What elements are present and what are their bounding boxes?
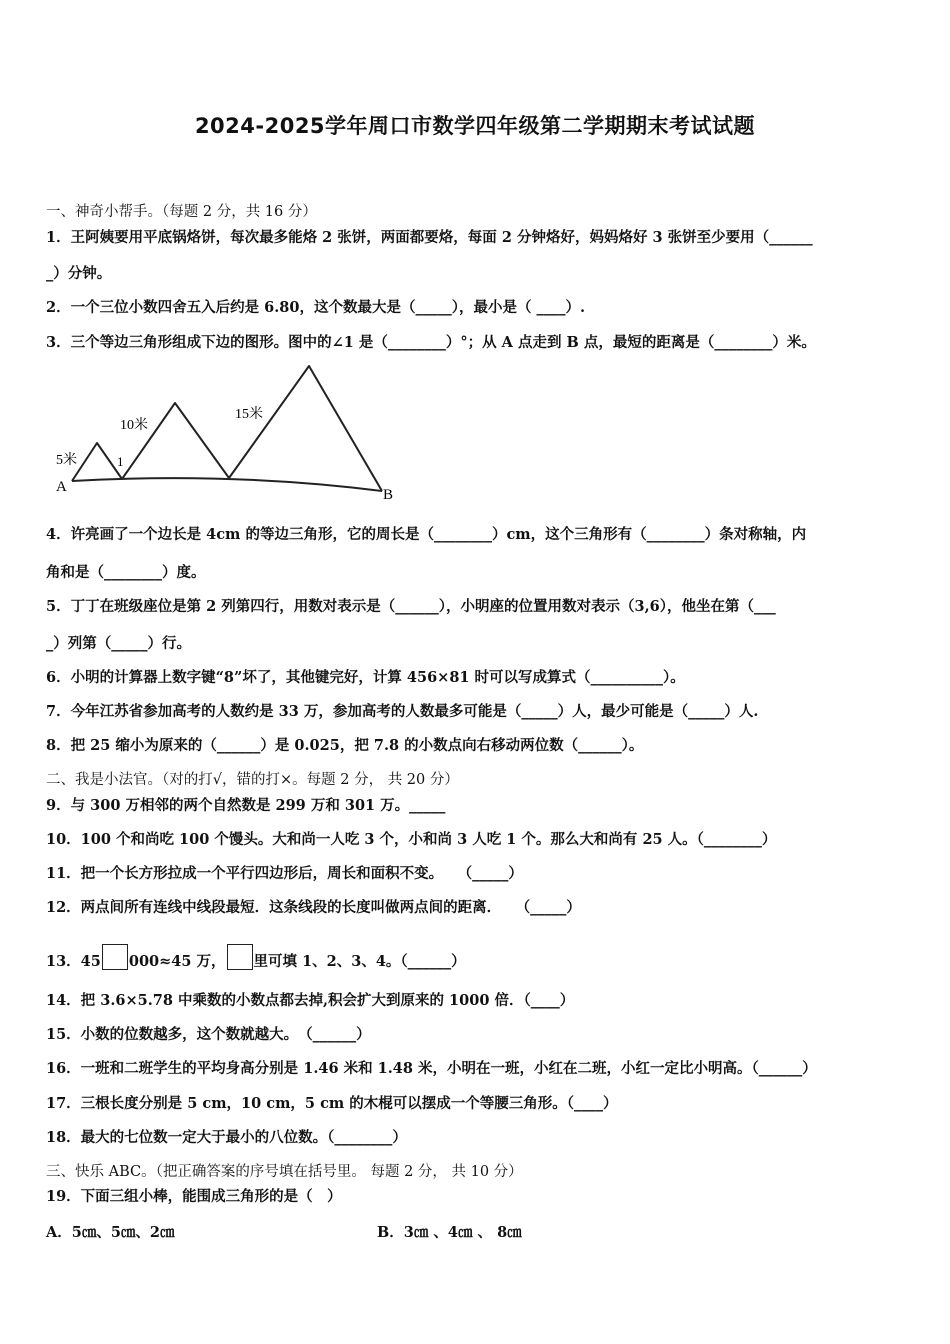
triangle-medium bbox=[122, 403, 229, 479]
question-9: 9．与 300 万相邻的两个自然数是 299 万和 301 万。_____ bbox=[46, 797, 446, 814]
label-15m: 15米 bbox=[235, 407, 263, 422]
question-4-cont: 角和是（________）度。 bbox=[46, 564, 206, 581]
question-5-cont: _）列第（_____）行。 bbox=[46, 635, 191, 652]
question-14: 14．把 3.6×5.78 中乘数的小数点都去掉,积会扩大到原来的 1000 倍．（____） bbox=[46, 992, 575, 1009]
question-18: 18．最大的七位数一定大于最小的八位数。（________） bbox=[46, 1129, 407, 1146]
question-1: 1．王阿姨要用平底锅烙饼，每次最多能烙 2 张饼，两面都要烙，每面 2 分钟烙好，妈妈烙好 3 张饼至少要用（______ bbox=[46, 229, 813, 246]
blank-box bbox=[102, 944, 128, 970]
label-point-a: A bbox=[56, 479, 67, 495]
question-7: 7．今年江苏省参加高考的人数约是 33 万，参加高考的人数最多可能是（_____）人，最少可能是（_____）人. bbox=[46, 703, 759, 720]
choice-b: B．3㎝ 、4㎝ 、 8㎝ bbox=[377, 1224, 522, 1241]
label-angle-1: 1 bbox=[117, 454, 124, 469]
label-10m: 10米 bbox=[120, 418, 148, 433]
base-line bbox=[72, 478, 382, 491]
question-13-prefix: 13．45 bbox=[46, 953, 101, 970]
question-1-cont: _）分钟。 bbox=[46, 265, 112, 282]
question-6: 6．小明的计算器上数字键“8”坏了，其他键完好，计算 456×81 时可以写成算式（__________）。 bbox=[46, 669, 685, 686]
section-2-heading: 二、我是小法官。（对的打√，错的打×。每题 2 分， 共 20 分） bbox=[46, 772, 459, 788]
question-8: 8．把 25 缩小为原来的（______）是 0.025，把 7.8 的小数点向右移动两位数（______）。 bbox=[46, 737, 644, 754]
section-1-heading: 一、神奇小帮手。（每题 2 分，共 16 分） bbox=[46, 204, 317, 220]
question-16: 16．一班和二班学生的平均身高分别是 1.46 米和 1.48 米，小明在一班，小红在二班，小红一定比小明高。（______） bbox=[46, 1060, 817, 1077]
question-11: 11．把一个长方形拉成一个平行四边形后，周长和面积不变。 （_____） bbox=[46, 865, 523, 882]
choice-a: A．5㎝、5㎝、2㎝ bbox=[46, 1224, 175, 1241]
question-10: 10．100 个和尚吃 100 个馒头。大和尚一人吃 3 个，小和尚 3 人吃 1 个。那么大和尚有 25 人。（________） bbox=[46, 831, 777, 848]
question-15: 15．小数的位数越多，这个数就越大。 （______） bbox=[46, 1026, 371, 1043]
question-17: 17．三根长度分别是 5 cm，10 cm，5 cm 的木棍可以摆成一个等腰三角形。（____） bbox=[46, 1095, 618, 1112]
question-13-suffix: 里可填 1、2、3、4。（______） bbox=[253, 953, 466, 970]
question-19: 19．下面三组小棒，能围成三角形的是（ ） bbox=[46, 1188, 342, 1205]
label-5m: 5米 bbox=[56, 453, 77, 468]
question-3: 3．三个等边三角形组成下边的图形。图中的∠1 是（________）°；从 A 点走到 B 点，最短的距离是（________）米。 bbox=[46, 334, 816, 351]
section-3-heading: 三、快乐 ABC。（把正确答案的序号填在括号里。 每题 2 分， 共 10 分） bbox=[46, 1164, 523, 1180]
label-point-b: B bbox=[383, 487, 394, 503]
question-5: 5．丁丁在班级座位是第 2 列第四行，用数对表示是（______），小明座的位置用数对表示（3,6），他坐在第（___ bbox=[46, 598, 776, 615]
triangle-large bbox=[229, 366, 382, 491]
question-12: 12．两点间所有连线中线段最短．这条线段的长度叫做两点间的距离． （_____） bbox=[46, 899, 581, 916]
triangle-figure bbox=[52, 360, 392, 505]
page-title: 2024-2025学年周口市数学四年级第二学期期末考试试题 bbox=[194, 114, 756, 138]
blank-box bbox=[227, 944, 253, 970]
triangle-small bbox=[72, 443, 122, 481]
question-13 bbox=[46, 944, 916, 972]
question-13-middle: 000≈45 万， bbox=[128, 953, 226, 970]
question-4: 4．许亮画了一个边长是 4cm 的等边三角形，它的周长是（________）cm，这个三角形有（________）条对称轴，内 bbox=[46, 526, 807, 543]
question-2: 2．一个三位小数四舍五入后约是 6.80，这个数最大是（_____），最小是（ ____）. bbox=[46, 299, 586, 316]
